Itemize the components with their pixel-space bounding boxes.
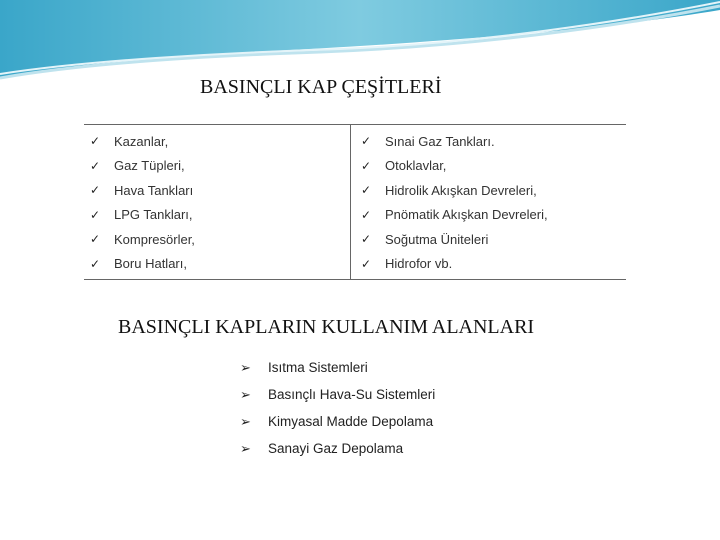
list-item: ➢ Basınçlı Hava-Su Sistemleri	[240, 386, 436, 402]
list-item: ✓ Pnömatik Akışkan Devreleri,	[360, 207, 548, 223]
check-icon: ✓	[89, 207, 101, 222]
arrow-bullet-icon: ➢	[240, 386, 251, 402]
slide-title-types: BASINÇLI KAP ÇEŞİTLERİ	[200, 76, 442, 98]
check-icon: ✓	[360, 256, 372, 271]
vessel-types-table	[84, 124, 626, 280]
arrow-bullet-icon: ➢	[240, 413, 251, 429]
list-item: ➢ Isıtma Sistemleri	[240, 359, 368, 375]
check-icon: ✓	[360, 134, 372, 149]
check-icon: ✓	[360, 183, 372, 198]
check-icon: ✓	[360, 207, 372, 222]
list-item: ✓ Boru Hatları,	[89, 256, 187, 272]
list-item: ✓ Hidrofor vb.	[360, 256, 453, 272]
list-item: ✓ Kazanlar,	[89, 133, 169, 149]
list-item: ✓ Sınai Gaz Tankları.	[360, 133, 495, 149]
arrow-bullet-icon: ➢	[240, 440, 251, 456]
check-icon: ✓	[89, 158, 101, 173]
header-wave-decoration	[0, 0, 720, 80]
list-item: ✓ Soğutma Üniteleri	[360, 231, 489, 247]
check-icon: ✓	[89, 134, 101, 149]
check-icon: ✓	[360, 232, 372, 247]
list-item: ➢ Sanayi Gaz Depolama	[240, 440, 404, 456]
check-icon: ✓	[360, 158, 372, 173]
list-item: ✓ Otoklavlar,	[360, 158, 447, 174]
check-icon: ✓	[89, 183, 101, 198]
types-column-right	[350, 125, 621, 279]
arrow-bullet-icon: ➢	[240, 359, 251, 375]
usage-areas-list	[232, 354, 478, 462]
types-column-left	[88, 129, 358, 276]
list-item: ✓ Kompresörler,	[89, 231, 195, 247]
list-item: ✓ Hidrolik Akışkan Devreleri,	[360, 182, 537, 198]
list-item: ✓ Gaz Tüpleri,	[89, 158, 185, 174]
list-item: ➢ Kimyasal Madde Depolama	[240, 413, 434, 429]
slide-title-usage: BASINÇLI KAPLARIN KULLANIM ALANLARI	[118, 316, 535, 338]
check-icon: ✓	[89, 232, 101, 247]
check-icon: ✓	[89, 256, 101, 271]
list-item: ✓ Hava Tankları	[89, 182, 194, 198]
list-item: ✓ LPG Tankları,	[89, 207, 193, 223]
